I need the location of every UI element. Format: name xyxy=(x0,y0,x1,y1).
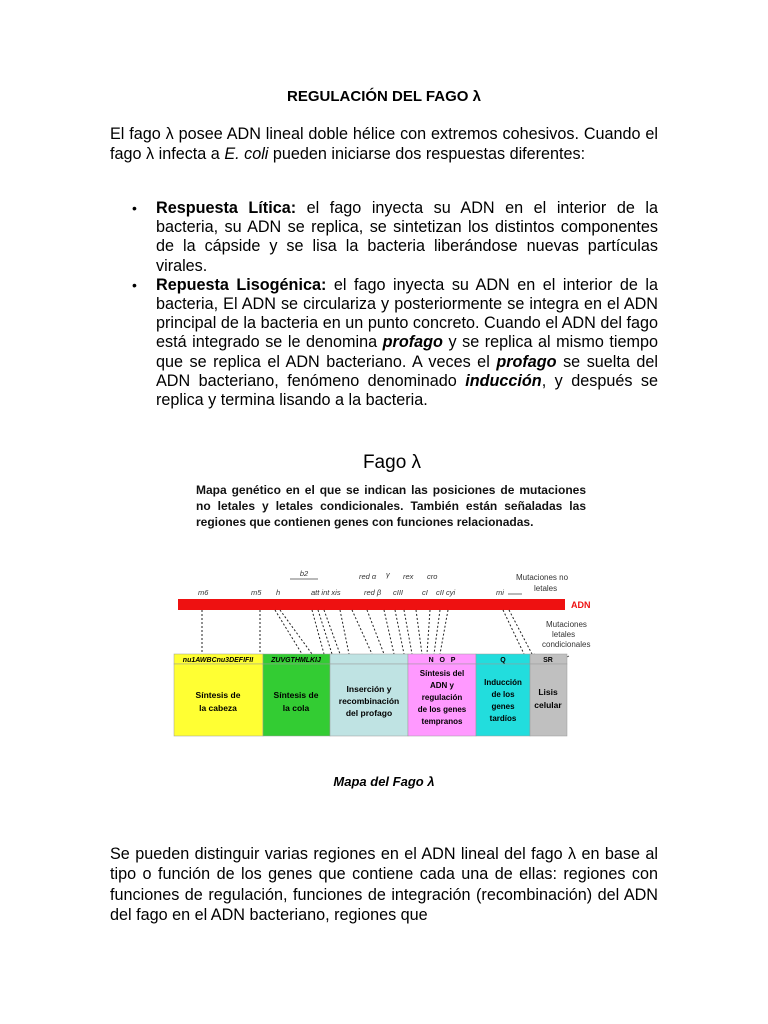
label-gamma: γ xyxy=(386,570,390,579)
label-rex: rex xyxy=(403,572,414,581)
figure-title: Fago λ xyxy=(362,452,422,473)
legend-nonlethal: Mutaciones no letales xyxy=(516,573,569,593)
region-early-genes xyxy=(408,654,476,736)
label-mi: mi xyxy=(496,588,504,597)
lysogenic-text-4: , y después se replica y termina lisando a la bacteria. xyxy=(156,371,658,410)
term-induccion: inducción xyxy=(465,371,542,390)
svg-text:Lisiscelular: Lisis celular xyxy=(534,687,562,710)
ecoli-term: E. coli xyxy=(224,145,269,164)
lytic-text: el fago inyecta su ADN en el interior de la bacteria, su ADN se replica, se sintetizan los distintos componentes de la cápside y se lisa la bacteria liberándose nuevas partículas virales. xyxy=(156,199,658,275)
lambda-symbol: λ xyxy=(146,145,155,164)
genetic-map-diagram xyxy=(172,448,612,748)
lysogenic-text-1: el fago inyecta su ADN en el interior de la bacteria, El ADN se circulariza y posteriormente se integra en el ADN principal de la bacteria en un punto concreto. Cuando el ADN del fago está integrado se le denomina xyxy=(156,275,658,352)
intro-text-4: pueden iniciarse dos respuestas diferentes: xyxy=(268,145,586,164)
response-list xyxy=(110,199,658,410)
svg-text:Q: Q xyxy=(500,657,506,664)
list-item-lytic xyxy=(110,199,658,276)
label-red-b: red β xyxy=(364,588,382,597)
svg-text:ZUVGTHMLKIJ: ZUVGTHMLKIJ xyxy=(271,657,321,664)
term-profago: profago xyxy=(382,333,443,352)
label-m5: m5 xyxy=(251,588,262,597)
closing-text-2: en base al tipo o función de los genes que contiene cada una de ellas: regiones con funciones de regulación, funciones de integración (recombinación) del ADN del fago en el ADN bacteriano, regiones que xyxy=(110,845,659,924)
svg-text:Inserción yrecombinacióndel pr: Inserción y recombinación del profago xyxy=(338,684,400,718)
legend-lethal: Mutaciones letales condicionales xyxy=(542,620,591,649)
bullet-icon: • xyxy=(132,200,137,216)
label-ci: cI xyxy=(422,588,428,597)
lysogenic-text-2: y se replica al mismo tiempo que se replica el ADN bacteriano. A veces el xyxy=(156,333,658,371)
document-title: REGULACIÓN DEL FAGO λ xyxy=(287,88,481,105)
intro-text-2: posee ADN lineal doble hélice con extremos cohesivos. Cuando el fago xyxy=(110,125,658,164)
list-item-lysogenic xyxy=(110,276,658,410)
closing-text-1: Se pueden distinguir varias regiones en el ADN lineal del fago xyxy=(110,845,569,863)
lambda-symbol: λ xyxy=(568,845,577,863)
region-head xyxy=(174,654,263,736)
region-lysis xyxy=(530,654,567,736)
region-tail xyxy=(263,654,330,736)
bullet-icon: • xyxy=(132,276,137,293)
region-insertion xyxy=(330,654,408,736)
closing-paragraph xyxy=(110,844,658,925)
phage-map-figure xyxy=(172,448,612,748)
label-cii-cy: cII cyi xyxy=(436,588,456,597)
label-red-a: red α xyxy=(359,572,377,581)
svg-text:Síntesis dela cabeza: Síntesis de la cabeza xyxy=(195,690,241,713)
intro-paragraph xyxy=(110,124,658,165)
label-b2: b2 xyxy=(299,569,309,578)
svg-text:SR: SR xyxy=(543,657,553,664)
figure-description: Mapa genético en el que se indican las posiciones de mutaciones no letales y letales condicionales. También están señaladas las regiones que contienen genes con funciones relacionadas. xyxy=(196,483,586,529)
label-cro: cro xyxy=(427,572,438,581)
svg-text:Inducciónde losgenestardíos: Inducción de los genes tardíos xyxy=(484,678,522,723)
lysogenic-text-3: se suelta del ADN bacteriano, fenómeno denominado xyxy=(156,352,659,390)
svg-text:nu1AWBCnu3DEFIFII: nu1AWBCnu3DEFIFII xyxy=(182,657,254,664)
intro-text-1: El fago xyxy=(110,125,166,143)
svg-text:N O P: N O P xyxy=(428,657,456,664)
term-profago: profago xyxy=(496,352,557,371)
region-late-genes xyxy=(476,654,530,736)
label-m6: m6 xyxy=(198,588,209,597)
dna-bar xyxy=(178,599,565,610)
lambda-symbol: λ xyxy=(165,125,174,143)
lytic-label: Respuesta Lítica: xyxy=(156,199,297,217)
svg-text:Síntesis delADN yregulaciónde: Síntesis del ADN y regulación de los genes tempranos xyxy=(417,669,467,726)
figure-caption: Mapa del Fago λ xyxy=(333,774,435,789)
label-att-int-xis: att int xis xyxy=(311,588,341,597)
dna-label: ADN xyxy=(571,600,591,610)
intro-text-3: infecta a xyxy=(154,145,225,164)
lysogenic-label: Repuesta Lisogénica: xyxy=(156,275,327,294)
label-ciii: cIII xyxy=(393,588,404,597)
label-h: h xyxy=(276,588,281,597)
svg-text:Síntesis dela cola: Síntesis de la cola xyxy=(273,690,319,713)
